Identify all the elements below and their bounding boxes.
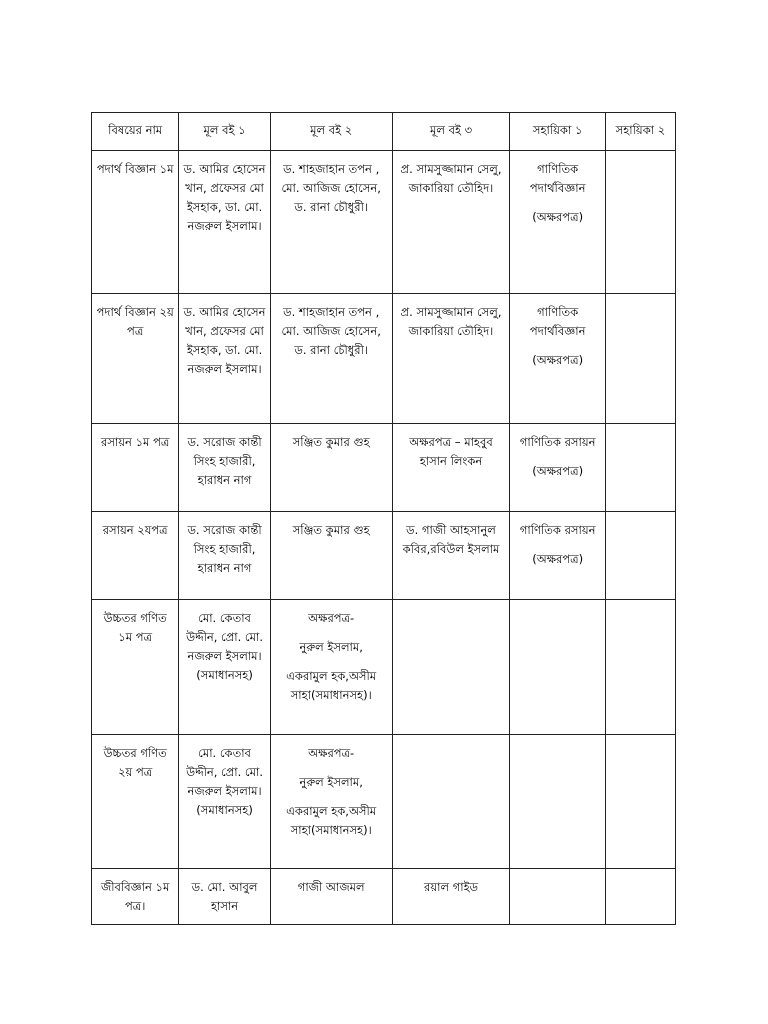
header-book-1: মূল বই ১ — [179, 113, 270, 151]
table-row — [92, 735, 676, 869]
header-subject: বিষয়ের নাম — [92, 113, 179, 151]
cell-book-3: ড. গাজী আহসানুল কবির,রবিউল ইসলাম — [392, 512, 510, 600]
cell-guide-1 — [510, 424, 605, 512]
header-book-2: মূল বই ২ — [270, 113, 392, 151]
cell-subject: উচ্চতর গণিত ১ম পত্র — [92, 600, 179, 735]
guide-publisher: (অক্ষরপত্র) — [532, 552, 584, 566]
guide-title: গাণিতিক পদার্থবিজ্ঞান — [529, 305, 586, 338]
cell-book-3: প্র. সামসুজ্জামান সেলু, জাকারিয়া তৌহিদ। — [392, 151, 510, 294]
cell-book-2: গাজী আজমল — [270, 869, 392, 925]
book-author: একরামুল হক,অসীম সাহা(সমাধানসহ)। — [286, 669, 377, 702]
cell-subject: জীববিজ্ঞান ১ম পত্র। — [92, 869, 179, 925]
book-author: একরামুল হক,অসীম সাহা(সমাধানসহ)। — [286, 804, 377, 837]
cell-book-3: প্র. সামসুজ্জামান সেলু, জাকারিয়া তৌহিদ। — [392, 294, 510, 424]
cell-book-1: মো. কেতাব উদ্দীন, প্রো. মো. নজরুল ইসলাম। (সমাধানসহ) — [179, 735, 270, 869]
header-guide-2: সহায়িকা ২ — [605, 113, 675, 151]
cell-guide-2 — [605, 869, 675, 925]
header-book-3: মূল বই ৩ — [392, 113, 510, 151]
cell-guide-2 — [605, 512, 675, 600]
cell-subject: পদার্থ বিজ্ঞান ১ম — [92, 151, 179, 294]
cell-guide-1 — [510, 512, 605, 600]
table-row — [92, 294, 676, 424]
cell-book-2: সঞ্জিত কুমার গুহ — [270, 512, 392, 600]
cell-book-3: রয়াল গাইড — [392, 869, 510, 925]
cell-subject: রসায়ন ১ম পত্র — [92, 424, 179, 512]
cell-book-2 — [270, 735, 392, 869]
book-publisher: অক্ষরপত্র- — [308, 611, 355, 625]
table-header-row — [92, 113, 676, 151]
book-author: নুরুল ইসলাম, — [299, 775, 363, 789]
guide-title: গাণিতিক পদার্থবিজ্ঞান — [529, 162, 586, 195]
cell-guide-2 — [605, 151, 675, 294]
cell-book-2: সঞ্জিত কুমার গুহ — [270, 424, 392, 512]
cell-guide-1 — [510, 294, 605, 424]
cell-book-1: ড. সরোজ কান্তী সিংহ হাজারী, হারাধন নাগ — [179, 424, 270, 512]
cell-book-3 — [392, 735, 510, 869]
cell-guide-1 — [510, 735, 605, 869]
table-row — [92, 512, 676, 600]
textbook-list-table — [91, 112, 676, 925]
cell-guide-2 — [605, 424, 675, 512]
cell-book-3 — [392, 600, 510, 735]
cell-guide-1 — [510, 151, 605, 294]
cell-book-1: ড. আমির হোসেন খান, প্রফেসর মো ইসহাক, ডা. মো. নজরুল ইসলাম। — [179, 294, 270, 424]
cell-book-1: মো. কেতাব উদ্দীন, প্রো. মো. নজরুল ইসলাম। (সমাধানসহ) — [179, 600, 270, 735]
guide-publisher: (অক্ষরপত্র) — [532, 210, 584, 224]
cell-book-2: ড. শাহজাহান তপন , মো. আজিজ হোসেন, ড. রানা চৌধুরী। — [270, 294, 392, 424]
guide-title: গাণিতিক রসায়ন — [519, 435, 596, 449]
cell-book-3: অক্ষরপত্র – মাহবুব হাসান লিংকন — [392, 424, 510, 512]
guide-publisher: (অক্ষরপত্র) — [532, 464, 584, 478]
cell-guide-1 — [510, 600, 605, 735]
cell-book-2: ড. শাহজাহান তপন , মো. আজিজ হোসেন, ড. রানা চৌধুরী। — [270, 151, 392, 294]
cell-book-2 — [270, 600, 392, 735]
table-row — [92, 600, 676, 735]
table-row — [92, 869, 676, 925]
cell-book-1: ড. আমির হোসেন খান, প্রফেসর মো ইসহাক, ডা. মো. নজরুল ইসলাম। — [179, 151, 270, 294]
cell-subject: উচ্চতর গণিত ২য় পত্র — [92, 735, 179, 869]
table-row — [92, 424, 676, 512]
guide-publisher: (অক্ষরপত্র) — [532, 353, 584, 367]
book-publisher: অক্ষরপত্র- — [308, 746, 355, 760]
cell-subject: রসায়ন ২যপত্র — [92, 512, 179, 600]
cell-guide-2 — [605, 735, 675, 869]
guide-title: গাণিতিক রসায়ন — [519, 523, 596, 537]
book-author: নুরুল ইসলাম, — [299, 640, 363, 654]
cell-book-1: ড. সরোজ কান্তী সিংহ হাজারী, হারাধন নাগ — [179, 512, 270, 600]
cell-subject: পদার্থ বিজ্ঞান ২য় পত্র — [92, 294, 179, 424]
cell-guide-2 — [605, 600, 675, 735]
cell-guide-2 — [605, 294, 675, 424]
header-guide-1: সহায়িকা ১ — [510, 113, 605, 151]
cell-book-1: ড. মো. আবুল হাসান — [179, 869, 270, 925]
table-row — [92, 151, 676, 294]
cell-guide-1 — [510, 869, 605, 925]
